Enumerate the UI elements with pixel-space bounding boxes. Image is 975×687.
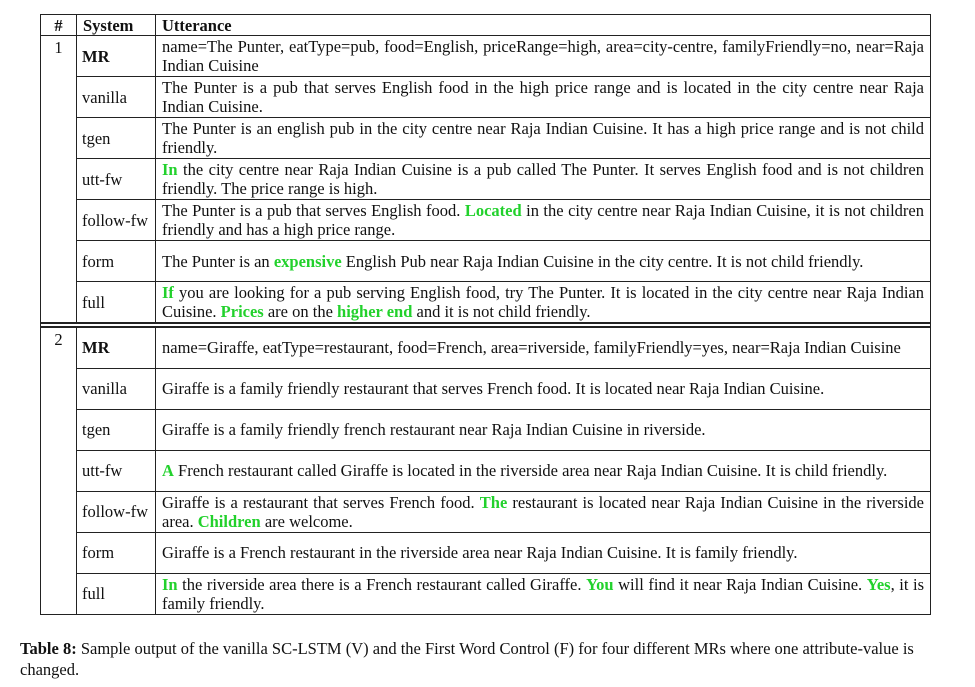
utterance-text	[156, 241, 931, 282]
utterance-text	[156, 368, 931, 409]
utterance-text	[156, 450, 931, 491]
highlighted-word: Located	[464, 201, 522, 220]
utterance-segment: The Punter is an english pub in the city centre near Raja Indian Cuisine. It has a high price range and is not child friendly.	[162, 119, 924, 157]
caption-label: Table 8:	[20, 639, 77, 658]
table-row	[41, 368, 931, 409]
system-name: MR	[77, 327, 156, 368]
utterance-segment: Giraffe is a French restaurant in the riverside area near Raja Indian Cuisine. It is family friendly.	[162, 543, 798, 562]
highlighted-word: higher end	[337, 302, 413, 321]
table-row	[41, 450, 931, 491]
table-row	[41, 282, 931, 324]
meaning-representation	[156, 36, 931, 77]
highlighted-word: The	[479, 492, 508, 512]
table-row	[41, 159, 931, 200]
table-row	[41, 409, 931, 450]
highlighted-word: Children	[197, 511, 261, 531]
group-number: 2	[41, 327, 77, 614]
highlighted-word: You	[586, 574, 614, 594]
system-name: follow-fw	[77, 200, 156, 241]
system-name: utt-fw	[77, 159, 156, 200]
utterance-segment: The Punter is a pub that serves English food in the high price range and is located in the city centre near Raja Indian Cuisine.	[162, 78, 924, 116]
utterance-segment: in the city centre near Raja Indian Cuisine, it is not children friendly and has a high price range.	[162, 201, 924, 239]
utterance-segment: name=Giraffe, eatType=restaurant, food=French, area=riverside, familyFriendly=yes, near=Raja Indian Cuisine	[162, 338, 901, 358]
system-name: full	[77, 573, 156, 614]
highlighted-word: Prices	[220, 302, 264, 321]
utterance-segment: the city centre near Raja Indian Cuisine is a pub called The Punter. It serves English food and is not children friendly. The price range is high.	[162, 160, 924, 198]
table-row	[41, 327, 931, 368]
system-name: MR	[77, 36, 156, 77]
highlighted-word: A	[162, 461, 174, 480]
header-num: #	[41, 15, 77, 36]
utterance-text	[156, 118, 931, 159]
utterance-segment: The Punter is a pub that serves English food.	[162, 201, 465, 220]
table-body	[41, 36, 931, 615]
highlighted-word: expensive	[273, 251, 342, 271]
system-name: vanilla	[77, 368, 156, 409]
utterance-segment: Giraffe is a family friendly restaurant that serves French food. It is located near Raja Indian Cuisine.	[162, 379, 825, 398]
utterance-segment: The Punter is an	[162, 251, 274, 271]
highlighted-word: If	[162, 283, 174, 302]
group-number: 1	[41, 36, 77, 324]
utterance-text	[156, 77, 931, 118]
utterance-segment: Giraffe is a restaurant that serves French food.	[162, 492, 480, 512]
table-row	[41, 491, 931, 532]
table-row	[41, 118, 931, 159]
utterance-segment: are on the	[263, 302, 338, 321]
caption-text: Sample output of the vanilla SC-LSTM (V) and the First Word Control (F) for four different MRs where one attribute-value is changed.	[20, 639, 914, 679]
table-row	[41, 573, 931, 614]
results-table-container	[40, 14, 930, 615]
table-row	[41, 532, 931, 573]
utterance-segment: French restaurant called Giraffe is located in the riverside area near Raja Indian Cuisine. It is child friendly.	[173, 461, 888, 480]
header-utterance: Utterance	[156, 15, 931, 36]
utterance-segment: will find it near Raja Indian Cuisine.	[613, 574, 867, 594]
utterance-text	[156, 491, 931, 532]
system-name: tgen	[77, 118, 156, 159]
table-header-row	[41, 15, 931, 36]
table-row	[41, 241, 931, 282]
results-table	[40, 14, 931, 615]
utterance-segment: are welcome.	[260, 511, 353, 531]
utterance-segment: and it is not child friendly.	[412, 302, 591, 321]
utterance-text	[156, 159, 931, 200]
table-row	[41, 36, 931, 77]
utterance-segment: the riverside area there is a French restaurant called Giraffe.	[177, 574, 587, 594]
header-system: System	[77, 15, 156, 36]
system-name: full	[77, 282, 156, 324]
meaning-representation	[156, 327, 931, 368]
utterance-text	[156, 282, 931, 324]
utterance-text	[156, 200, 931, 241]
utterance-segment: you are looking for a pub serving English food, try The Punter. It is located in the city centre near Raja Indian Cuisine.	[162, 283, 924, 321]
system-name: tgen	[77, 409, 156, 450]
highlighted-word: In	[162, 160, 178, 179]
utterance-segment: , it is family friendly.	[162, 574, 924, 613]
table-row	[41, 200, 931, 241]
table-row	[41, 77, 931, 118]
utterance-text	[156, 573, 931, 614]
utterance-text	[156, 532, 931, 573]
utterance-segment: restaurant is located near Raja Indian Cuisine in the riverside area.	[162, 492, 924, 531]
utterance-segment: name=The Punter, eatType=pub, food=English, priceRange=high, area=city-centre, familyFriendly=no, near=Raja Indian Cuisine	[162, 37, 924, 75]
system-name: form	[77, 241, 156, 282]
utterance-segment: English Pub near Raja Indian Cuisine in the city centre. It is not child friendly.	[341, 251, 864, 271]
utterance-segment: Giraffe is a family friendly french restaurant near Raja Indian Cuisine in riverside.	[162, 420, 706, 439]
highlighted-word: In	[162, 574, 178, 594]
system-name: utt-fw	[77, 450, 156, 491]
utterance-text	[156, 409, 931, 450]
system-name: follow-fw	[77, 491, 156, 532]
table-caption	[20, 638, 955, 680]
system-name: vanilla	[77, 77, 156, 118]
highlighted-word: Yes	[866, 574, 891, 594]
system-name: form	[77, 532, 156, 573]
